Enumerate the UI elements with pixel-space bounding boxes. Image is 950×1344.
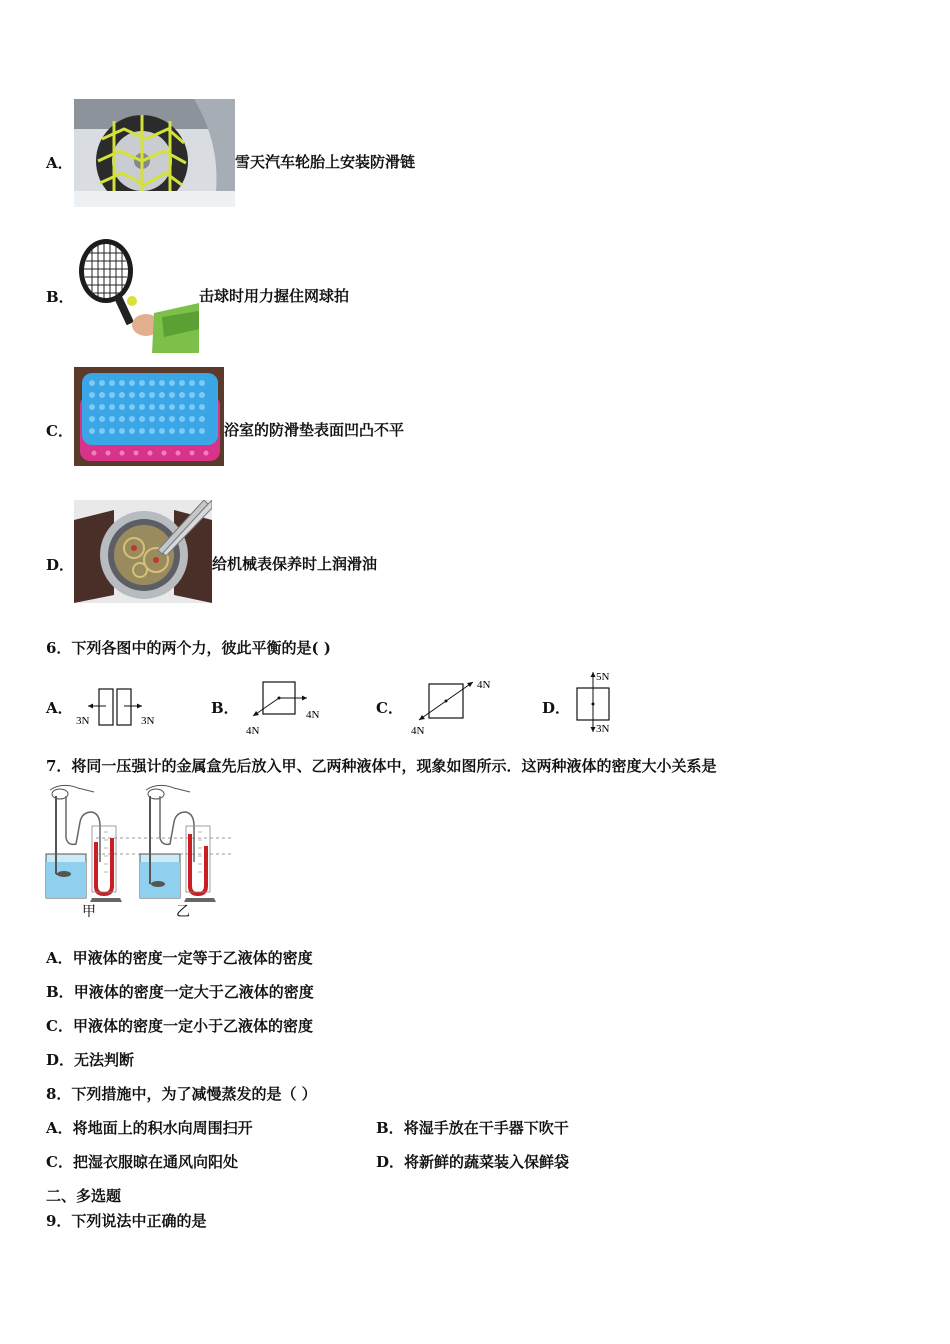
option-letter: D． [46,556,75,574]
force-label: 3N [141,715,155,727]
option-d [46,1050,134,1070]
option-text: 浴室的防滑垫表面凹凸不平 [224,421,405,439]
option-a [46,948,313,968]
option-text: 击球时用力握住网球拍 [199,287,350,305]
question-7-stem: 7．将同一压强计的金属盒先后放入甲、乙两种液体中，现象如图所示．这两种液体的密度大小关系是 [46,757,717,775]
figure-label-jia: 甲 [82,905,96,920]
force-label: 3N [76,715,90,727]
force-label: 4N [246,725,260,736]
option-text: 给机械表保养时上润滑油 [212,555,378,573]
option-d [376,1152,569,1172]
force-diagram-c [405,674,505,736]
force-label: 4N [411,725,425,736]
option-letter: D． [46,1051,75,1069]
option-text: 把湿衣服晾在通风向阳处 [72,1153,238,1171]
option-text: 无法判断 [74,1051,135,1069]
force-label: 4N [306,709,320,721]
force-label: 4N [477,679,491,691]
option-text: 将新鲜的蔬菜装入保鲜袋 [404,1153,570,1171]
option-letter: D． [542,699,571,717]
option-letter: A． [46,699,73,717]
force-diagram-d [572,668,632,738]
option-letter: C． [46,1153,73,1171]
force-diagram-a [74,684,164,732]
option-text: 甲液体的密度一定等于乙液体的密度 [72,949,313,967]
option-text: 将地面上的积水向周围扫开 [72,1119,253,1137]
force-label: 5N [596,671,610,683]
figure-label-yi: 乙 [176,905,190,920]
option-letter: B． [376,1119,404,1137]
option-letter: B． [211,699,239,717]
option-c [46,1016,313,1036]
option-text: 雪天汽车轮胎上安装防滑链 [235,153,416,171]
option-c [46,1152,238,1172]
option-letter: A． [46,154,73,172]
option-letter: B． [46,288,74,306]
section-title: 二、多选题 [46,1187,122,1205]
option-letter: C． [376,699,403,717]
snow-chain-tire-photo [74,99,235,207]
option-b [376,1118,569,1138]
option-letter: C． [46,422,73,440]
option-letter: A． [46,1119,73,1137]
option-text: 甲液体的密度一定大于乙液体的密度 [73,983,314,1001]
option-text: 甲液体的密度一定小于乙液体的密度 [72,1017,313,1035]
force-diagram-b [240,676,330,736]
option-a [46,1118,253,1138]
question-8-stem: 8．下列措施中，为了减慢蒸发的是（ ） [46,1085,317,1103]
option-b [46,982,314,1002]
tennis-racket-grip-photo [74,233,199,353]
option-letter: D． [376,1153,405,1171]
watch-oiling-photo [74,500,212,603]
option-letter: A． [46,949,73,967]
force-label: 3N [596,723,610,735]
option-letter: C． [46,1017,73,1035]
pressure-gauge-figure [42,782,232,920]
question-6-stem: 6．下列各图中的两个力，彼此平衡的是( ) [46,639,331,657]
option-text: 将湿手放在干手器下吹干 [403,1119,569,1137]
bath-mat-photo [74,367,224,466]
option-letter: B． [46,983,74,1001]
question-9-stem: 9．下列说法中正确的是 [46,1212,207,1230]
